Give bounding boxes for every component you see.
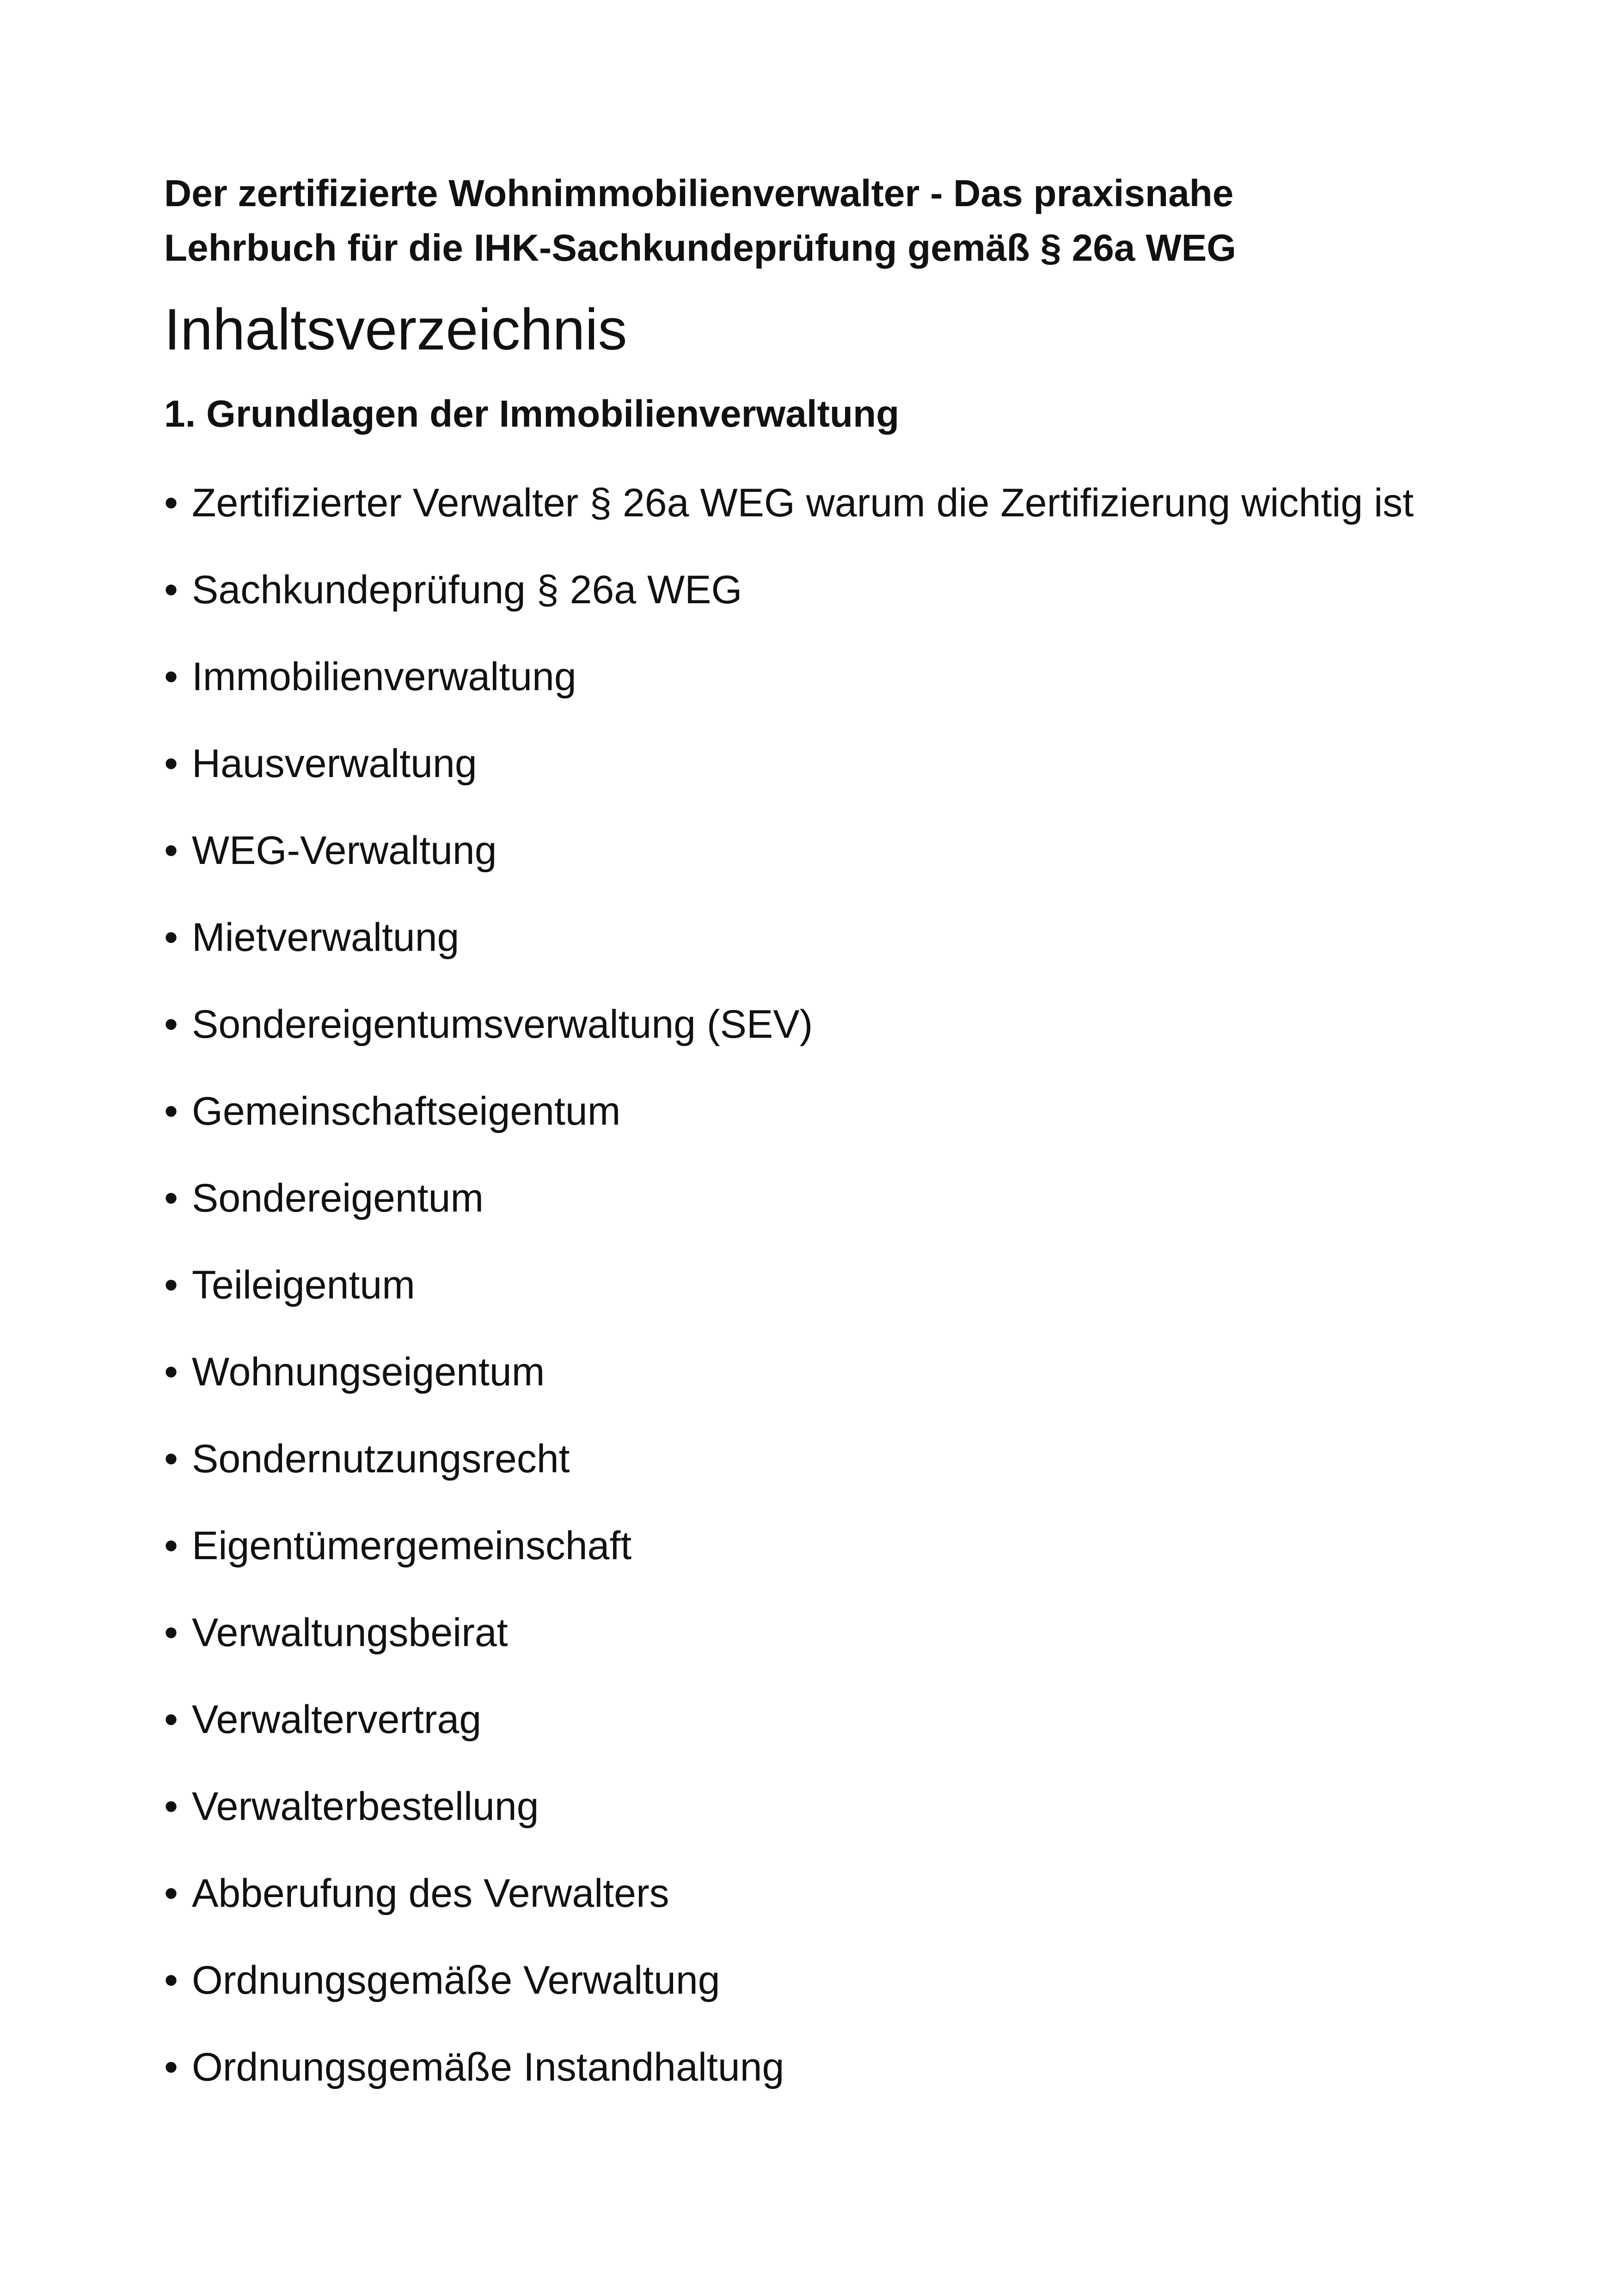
- toc-item-label: Zertifizierter Verwalter § 26a WEG warum die Zertifizierung wichtig ist: [192, 481, 1414, 525]
- toc-item-label: Verwaltungsbeirat: [192, 1610, 508, 1655]
- toc-item-label: Hausverwaltung: [192, 741, 477, 786]
- document-page: [164, 166, 1505, 2131]
- toc-item: [164, 1957, 1505, 2003]
- toc-item: [164, 1436, 1505, 1482]
- toc-item-label: Sondereigentumsverwaltung (SEV): [192, 1002, 813, 1047]
- toc-item-label: Verwalterbestellung: [192, 1784, 539, 1829]
- bullet-icon: •: [164, 1002, 178, 1047]
- toc-list: [164, 480, 1505, 2090]
- toc-heading: Inhaltsverzeichnis: [164, 297, 627, 362]
- toc-item: [164, 1262, 1505, 1308]
- bullet-icon: •: [164, 481, 178, 525]
- toc-item: [164, 654, 1505, 700]
- toc-item-label: Sachkundeprüfung § 26a WEG: [192, 568, 742, 612]
- toc-item: [164, 1696, 1505, 1743]
- section-heading: 1. Grundlagen der Immobilienverwaltung: [164, 393, 900, 435]
- bullet-icon: •: [164, 741, 178, 786]
- bullet-icon: •: [164, 2045, 178, 2089]
- toc-item: [164, 741, 1505, 787]
- toc-item: [164, 827, 1505, 874]
- book-title-line-2: Lehrbuch für die IHK-Sachkundeprüfung gemäß § 26a WEG: [164, 227, 1237, 269]
- toc-item-label: Verwaltervertrag: [192, 1697, 482, 1742]
- bullet-icon: •: [164, 1958, 178, 2002]
- book-title-line-1: Der zertifizierte Wohnimmobilienverwalter - Das praxisnahe: [164, 172, 1234, 214]
- toc-item: [164, 567, 1505, 613]
- toc-item-label: Sondernutzungsrecht: [192, 1437, 570, 1481]
- toc-item-label: Eigentümergemeinschaft: [192, 1524, 632, 1568]
- toc-item: [164, 1523, 1505, 1569]
- toc-item: [164, 1088, 1505, 1134]
- toc-item: [164, 1175, 1505, 1221]
- bullet-icon: •: [164, 1089, 178, 1133]
- toc-item-label: Abberufung des Verwalters: [192, 1871, 669, 1916]
- toc-item: [164, 1783, 1505, 1830]
- bullet-icon: •: [164, 828, 178, 873]
- toc-item-label: Wohnungseigentum: [192, 1350, 545, 1394]
- toc-item-label: Ordnungsgemäße Verwaltung: [192, 1958, 720, 2002]
- bullet-icon: •: [164, 915, 178, 960]
- bullet-icon: •: [164, 568, 178, 612]
- bullet-icon: •: [164, 1263, 178, 1307]
- book-title: [164, 166, 1505, 276]
- toc-item-label: Gemeinschaftseigentum: [192, 1089, 621, 1133]
- bullet-icon: •: [164, 1784, 178, 1829]
- toc-item-label: Immobilienverwaltung: [192, 655, 576, 699]
- toc-item: [164, 480, 1505, 526]
- toc-item-label: Sondereigentum: [192, 1176, 484, 1220]
- toc-item: [164, 1610, 1505, 1656]
- bullet-icon: •: [164, 1697, 178, 1742]
- bullet-icon: •: [164, 655, 178, 699]
- toc-item: [164, 914, 1505, 961]
- bullet-icon: •: [164, 1524, 178, 1568]
- toc-item: [164, 1001, 1505, 1047]
- toc-item: [164, 1349, 1505, 1395]
- bullet-icon: •: [164, 1871, 178, 1916]
- bullet-icon: •: [164, 1610, 178, 1655]
- bullet-icon: •: [164, 1176, 178, 1220]
- toc-item-label: Mietverwaltung: [192, 915, 460, 960]
- toc-item-label: Teileigentum: [192, 1263, 415, 1307]
- toc-item: [164, 1870, 1505, 1916]
- toc-item: [164, 2044, 1505, 2090]
- toc-item-label: WEG-Verwaltung: [192, 828, 497, 873]
- bullet-icon: •: [164, 1437, 178, 1481]
- toc-item-label: Ordnungsgemäße Instandhaltung: [192, 2045, 784, 2089]
- bullet-icon: •: [164, 1350, 178, 1394]
